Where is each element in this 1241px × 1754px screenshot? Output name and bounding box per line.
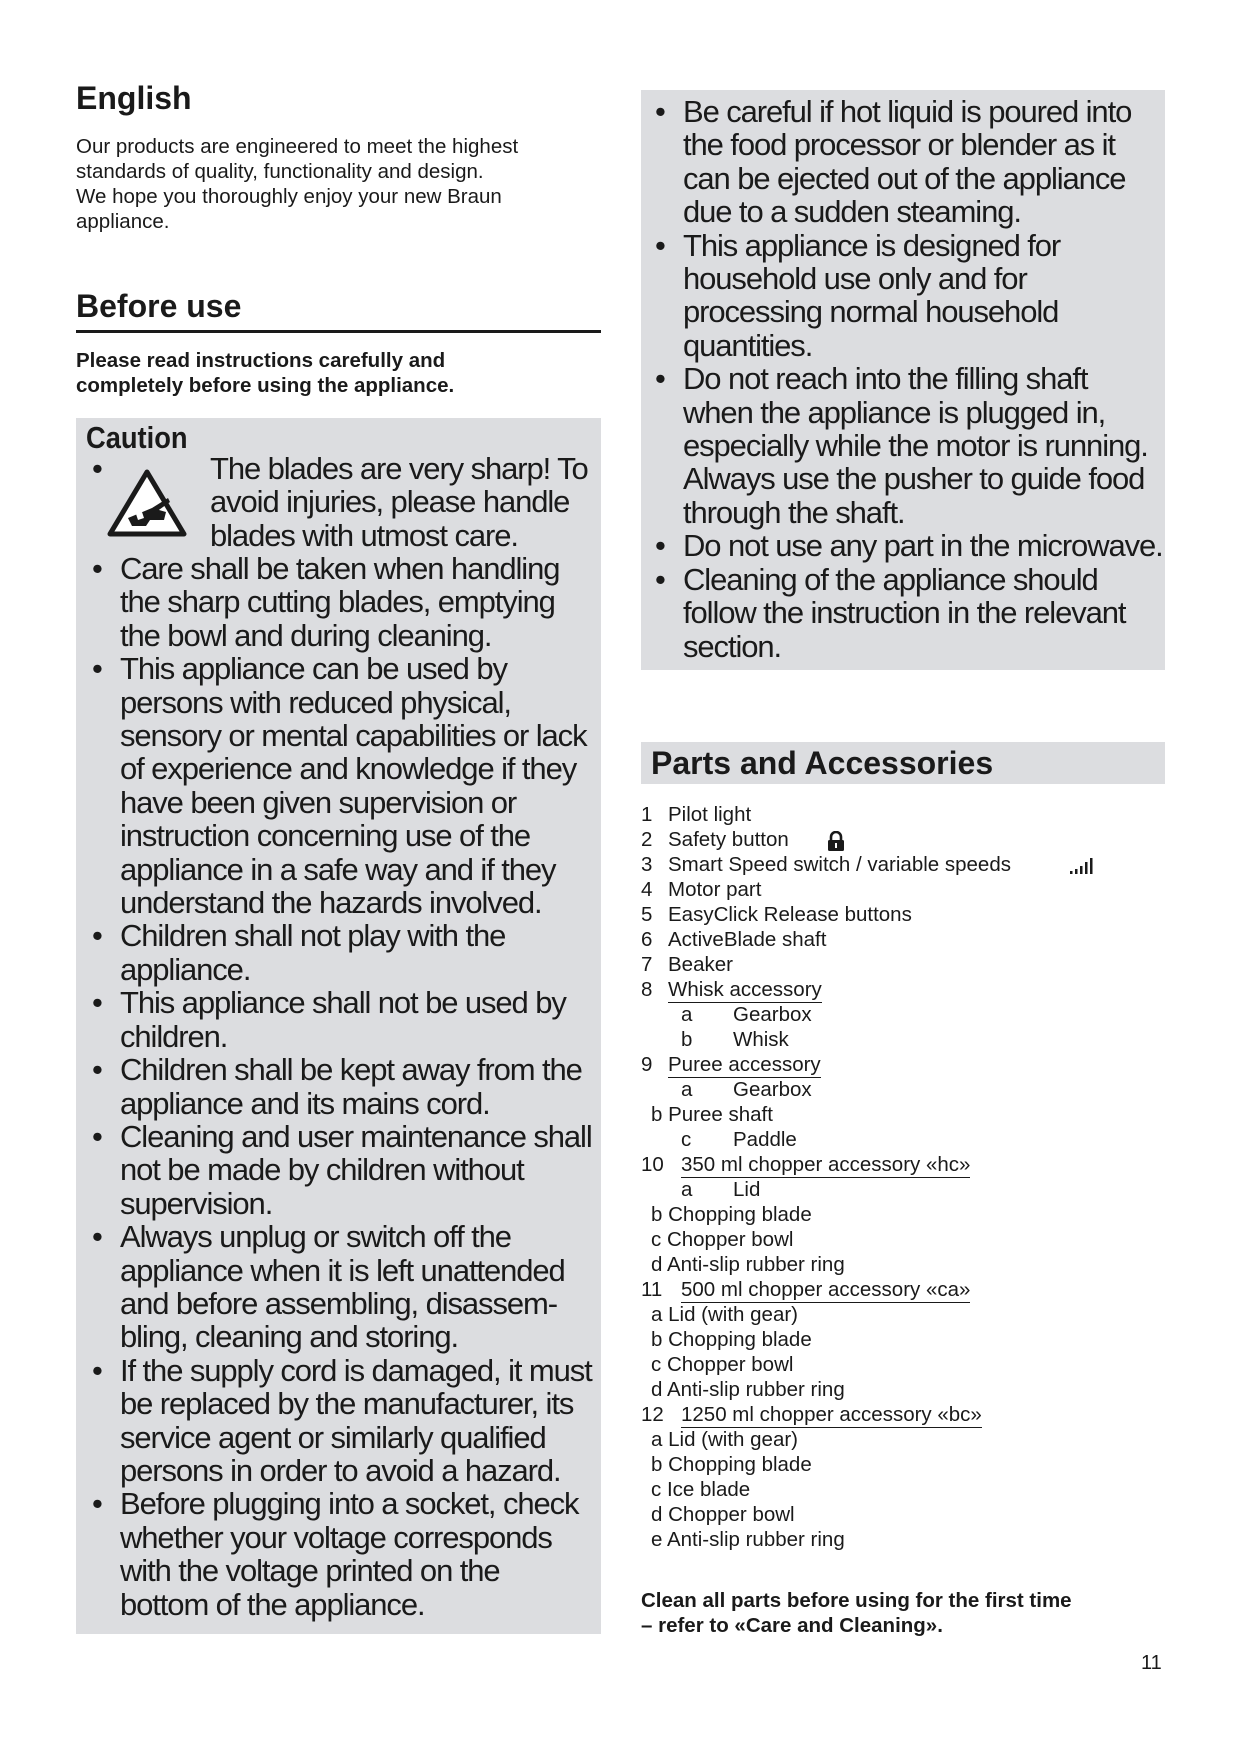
- parts-subitem-letter: a: [681, 1178, 693, 1201]
- list-line: sensory or mental capabilities or lack: [120, 718, 587, 754]
- cleaning-note: Clean all parts before using for the first time – refer to «Care and Cleaning».: [641, 1589, 1072, 1637]
- before-use-note: Please read instructions carefully and completely before using the appliance.: [76, 349, 455, 397]
- list-line: appliance when it is left unattended: [120, 1252, 565, 1288]
- parts-subitem: [641, 1527, 1165, 1552]
- parts-item-label: Pilot light: [668, 803, 752, 826]
- parts-item-label: Motor part: [668, 878, 762, 901]
- parts-subitem-letter: c: [651, 1353, 662, 1376]
- language-title: English: [76, 80, 192, 116]
- parts-item-number: 8: [641, 978, 653, 1001]
- list-line: household use only and for: [683, 261, 1027, 297]
- list-line: This appliance can be used by: [120, 651, 507, 687]
- list-line: processing normal household: [683, 294, 1059, 330]
- safety-item: [649, 563, 1164, 663]
- list-line: Before plugging into a socket, check: [120, 1486, 579, 1522]
- parts-subitem: [641, 1027, 1165, 1052]
- parts-subitem-label: Gearbox: [733, 1003, 812, 1026]
- parts-item-number: 1: [641, 803, 653, 826]
- parts-item: [641, 927, 1165, 952]
- list-line: Do not reach into the filling shaft: [683, 361, 1088, 397]
- list-line: understand the hazards involved.: [120, 885, 542, 921]
- list-line: with the voltage printed on the: [120, 1553, 500, 1589]
- parts-item-label: EasyClick Release buttons: [668, 903, 912, 926]
- list-line: persons with reduced physical,: [120, 684, 511, 720]
- parts-item: [641, 977, 1165, 1002]
- parts-item: [641, 1152, 1165, 1177]
- parts-item-label: 500 ml chopper accessory «ca»: [681, 1278, 971, 1301]
- caution-item: [86, 1120, 601, 1220]
- parts-subitem-letter: b: [651, 1453, 663, 1476]
- parts-item: [641, 827, 1165, 852]
- parts-title: Parts and Accessories: [651, 745, 994, 781]
- caution-item: [86, 986, 601, 1053]
- parts-item-label: 350 ml chopper accessory «hc»: [681, 1153, 971, 1176]
- parts-subitem-letter: b: [651, 1203, 663, 1226]
- list-line: the bowl and during cleaning.: [120, 617, 492, 653]
- list-line: when the appliance is plugged in,: [683, 394, 1106, 430]
- parts-item: [641, 1402, 1165, 1427]
- list-line: the sharp cutting blades, emptying: [120, 584, 555, 620]
- parts-subitem-label: Chopper bowl: [666, 1228, 794, 1251]
- list-line: Care shall be taken when handling: [120, 551, 560, 586]
- parts-subitem-letter: b: [651, 1103, 663, 1126]
- parts-subitem-label: Ice blade: [666, 1478, 751, 1501]
- parts-item-number: 6: [641, 928, 653, 951]
- parts-item: [641, 1277, 1165, 1302]
- parts-subitem-letter: c: [651, 1228, 662, 1251]
- parts-subitem-letter: e: [651, 1528, 663, 1551]
- parts-subitem-letter: a: [651, 1428, 663, 1451]
- list-line: appliance.: [120, 951, 251, 987]
- parts-subitem: [641, 1002, 1165, 1027]
- parts-item-label: 1250 ml chopper accessory «bc»: [681, 1403, 982, 1426]
- list-line: Always unplug or switch off the: [120, 1219, 511, 1255]
- parts-subitem: [641, 1377, 1165, 1402]
- parts-subitem: [641, 1477, 1165, 1502]
- parts-item: [641, 802, 1165, 827]
- parts-subitem-letter: a: [651, 1303, 663, 1326]
- parts-item: [641, 852, 1165, 877]
- parts-item-label: Whisk accessory: [668, 978, 822, 1001]
- parts-subitem: [641, 1177, 1165, 1202]
- caution-first-text: The blades are very sharp! To avoid injuries, please handle blades with utmost care.: [210, 451, 588, 553]
- parts-subitem-letter: b: [681, 1028, 693, 1051]
- parts-subitem-label: Anti-slip rubber ring: [666, 1528, 845, 1551]
- list-line: not be made by children without: [120, 1152, 524, 1188]
- parts-subitem-letter: d: [651, 1503, 663, 1526]
- list-line: bling, cleaning and storing.: [120, 1319, 459, 1355]
- parts-subitem-label: Chopper bowl: [666, 1353, 794, 1376]
- parts-subitem: [641, 1502, 1165, 1527]
- list-line: bottom of the appliance.: [120, 1586, 425, 1622]
- parts-item-label: ActiveBlade shaft: [668, 928, 827, 951]
- caution-list: [86, 552, 601, 1621]
- parts-item: [641, 877, 1165, 902]
- parts-subitem-label: Gearbox: [733, 1078, 812, 1101]
- caution-item: [86, 652, 601, 919]
- parts-subitem-label: Chopping blade: [668, 1203, 812, 1226]
- caution-item: [86, 552, 601, 652]
- variable-speed-icon: [1069, 856, 1097, 874]
- list-line: quantities.: [683, 327, 813, 363]
- caution-item: [86, 1487, 601, 1621]
- parts-subitem: [641, 1202, 1165, 1227]
- list-line: have been given supervision or: [120, 784, 517, 820]
- parts-item: [641, 902, 1165, 927]
- section-divider: [76, 330, 601, 333]
- list-line: Be careful if hot liquid is poured into: [683, 94, 1132, 129]
- safety-item: [649, 362, 1164, 529]
- caution-item: [86, 1053, 601, 1120]
- parts-subitem-label: Whisk: [733, 1028, 789, 1051]
- list-line: children.: [120, 1018, 228, 1054]
- parts-list: [641, 802, 1165, 1552]
- list-line: Children shall be kept away from the: [120, 1052, 582, 1088]
- list-line: service agent or similarly qualified: [120, 1419, 546, 1455]
- parts-item-number: 9: [641, 1053, 653, 1076]
- parts-item-number: 7: [641, 953, 653, 976]
- list-line: Cleaning of the appliance should: [683, 561, 1098, 597]
- parts-subitem-label: Chopper bowl: [668, 1503, 795, 1526]
- parts-item-label: Smart Speed switch / variable speeds: [668, 853, 1011, 876]
- safety-item: [649, 529, 1164, 562]
- parts-subitem-letter: b: [651, 1328, 663, 1351]
- parts-item-number: 3: [641, 853, 653, 876]
- bullet-mark: •: [92, 451, 103, 486]
- parts-subitem-label: Chopping blade: [668, 1453, 812, 1476]
- list-line: Do not use any part in the microwave.: [683, 528, 1163, 564]
- parts-item-number: 5: [641, 903, 653, 926]
- lock-icon: [827, 831, 845, 851]
- list-line: section.: [683, 628, 782, 664]
- list-line: especially while the motor is running.: [683, 428, 1148, 464]
- list-line: supervision.: [120, 1185, 273, 1221]
- parts-subitem: [641, 1452, 1165, 1477]
- list-line: This appliance shall not be used by: [120, 985, 566, 1021]
- list-line: whether your voltage corresponds: [120, 1519, 552, 1555]
- parts-subitem: [641, 1327, 1165, 1352]
- parts-item: [641, 1052, 1165, 1077]
- list-line: be replaced by the manufacturer, its: [120, 1386, 574, 1422]
- caution-item: [86, 1354, 601, 1488]
- list-line: follow the instruction in the relevant: [683, 595, 1126, 631]
- list-line: Children shall not play with the: [120, 918, 506, 954]
- list-line: can be ejected out of the appliance: [683, 160, 1126, 196]
- safety-item: [649, 95, 1164, 229]
- parts-subitem-letter: c: [681, 1128, 692, 1151]
- parts-item-label: Safety button: [668, 828, 789, 851]
- list-line: appliance in a safe way and if they: [120, 851, 556, 887]
- list-line: appliance and its mains cord.: [120, 1085, 490, 1121]
- list-line: If the supply cord is damaged, it must: [120, 1352, 592, 1388]
- parts-item-label: Puree accessory: [668, 1053, 821, 1076]
- parts-subitem-label: Puree shaft: [668, 1103, 773, 1126]
- parts-item-number: 10: [641, 1153, 664, 1176]
- parts-subitem-label: Lid (with gear): [668, 1428, 798, 1451]
- page-number: 11: [1141, 1652, 1162, 1674]
- parts-subitem: [641, 1102, 1165, 1127]
- parts-item-number: 4: [641, 878, 653, 901]
- list-line: instruction concerning use of the: [120, 818, 531, 854]
- parts-subitem-letter: c: [651, 1478, 662, 1501]
- parts-item-label: Beaker: [668, 953, 733, 976]
- list-line: This appliance is designed for: [683, 227, 1061, 263]
- parts-item-number: 12: [641, 1403, 664, 1426]
- parts-item-number: 2: [641, 828, 653, 851]
- parts-item: [641, 952, 1165, 977]
- intro-paragraph: Our products are engineered to meet the highest standards of quality, functionality and design. We hope you thoroughly enjoy your new Braun appliance.: [76, 135, 519, 233]
- parts-subitem-label: Paddle: [733, 1128, 797, 1151]
- parts-subitem-label: Lid (with gear): [668, 1303, 798, 1326]
- list-line: Cleaning and user maintenance shall: [120, 1118, 592, 1154]
- caution-item: [86, 919, 601, 986]
- parts-subitem-letter: d: [651, 1378, 663, 1401]
- list-line: and before assembling, disassem-: [120, 1285, 557, 1321]
- parts-subitem-label: Anti-slip rubber ring: [666, 1378, 845, 1401]
- parts-subitem: [641, 1302, 1165, 1327]
- parts-subitem-label: Anti-slip rubber ring: [666, 1253, 845, 1276]
- before-use-title: Before use: [76, 288, 242, 324]
- parts-subitem-letter: d: [651, 1253, 663, 1276]
- list-line: the food processor or blender as it: [683, 127, 1115, 163]
- parts-subitem-label: Lid: [733, 1178, 761, 1201]
- parts-subitem: [641, 1352, 1165, 1377]
- parts-subitem: [641, 1252, 1165, 1277]
- caution-title: Caution: [86, 420, 188, 455]
- list-line: of experience and knowledge if they: [120, 751, 577, 787]
- parts-subitem: [641, 1427, 1165, 1452]
- sharp-blade-warning-icon: [106, 468, 188, 538]
- parts-subitem: [641, 1127, 1165, 1152]
- parts-subitem: [641, 1077, 1165, 1102]
- parts-item-number: 11: [641, 1278, 663, 1301]
- list-line: Always use the pusher to guide food: [683, 461, 1145, 497]
- parts-subitem-letter: a: [681, 1078, 693, 1101]
- safety-item: [649, 229, 1164, 363]
- list-line: through the shaft.: [683, 494, 905, 530]
- list-line: due to a sudden steaming.: [683, 194, 1021, 230]
- parts-subitem-label: Chopping blade: [668, 1328, 812, 1351]
- parts-subitem-letter: a: [681, 1003, 693, 1026]
- caution-item: [86, 1220, 601, 1354]
- parts-subitem: [641, 1227, 1165, 1252]
- list-line: persons in order to avoid a hazard.: [120, 1452, 561, 1488]
- safety-list: [649, 95, 1164, 663]
